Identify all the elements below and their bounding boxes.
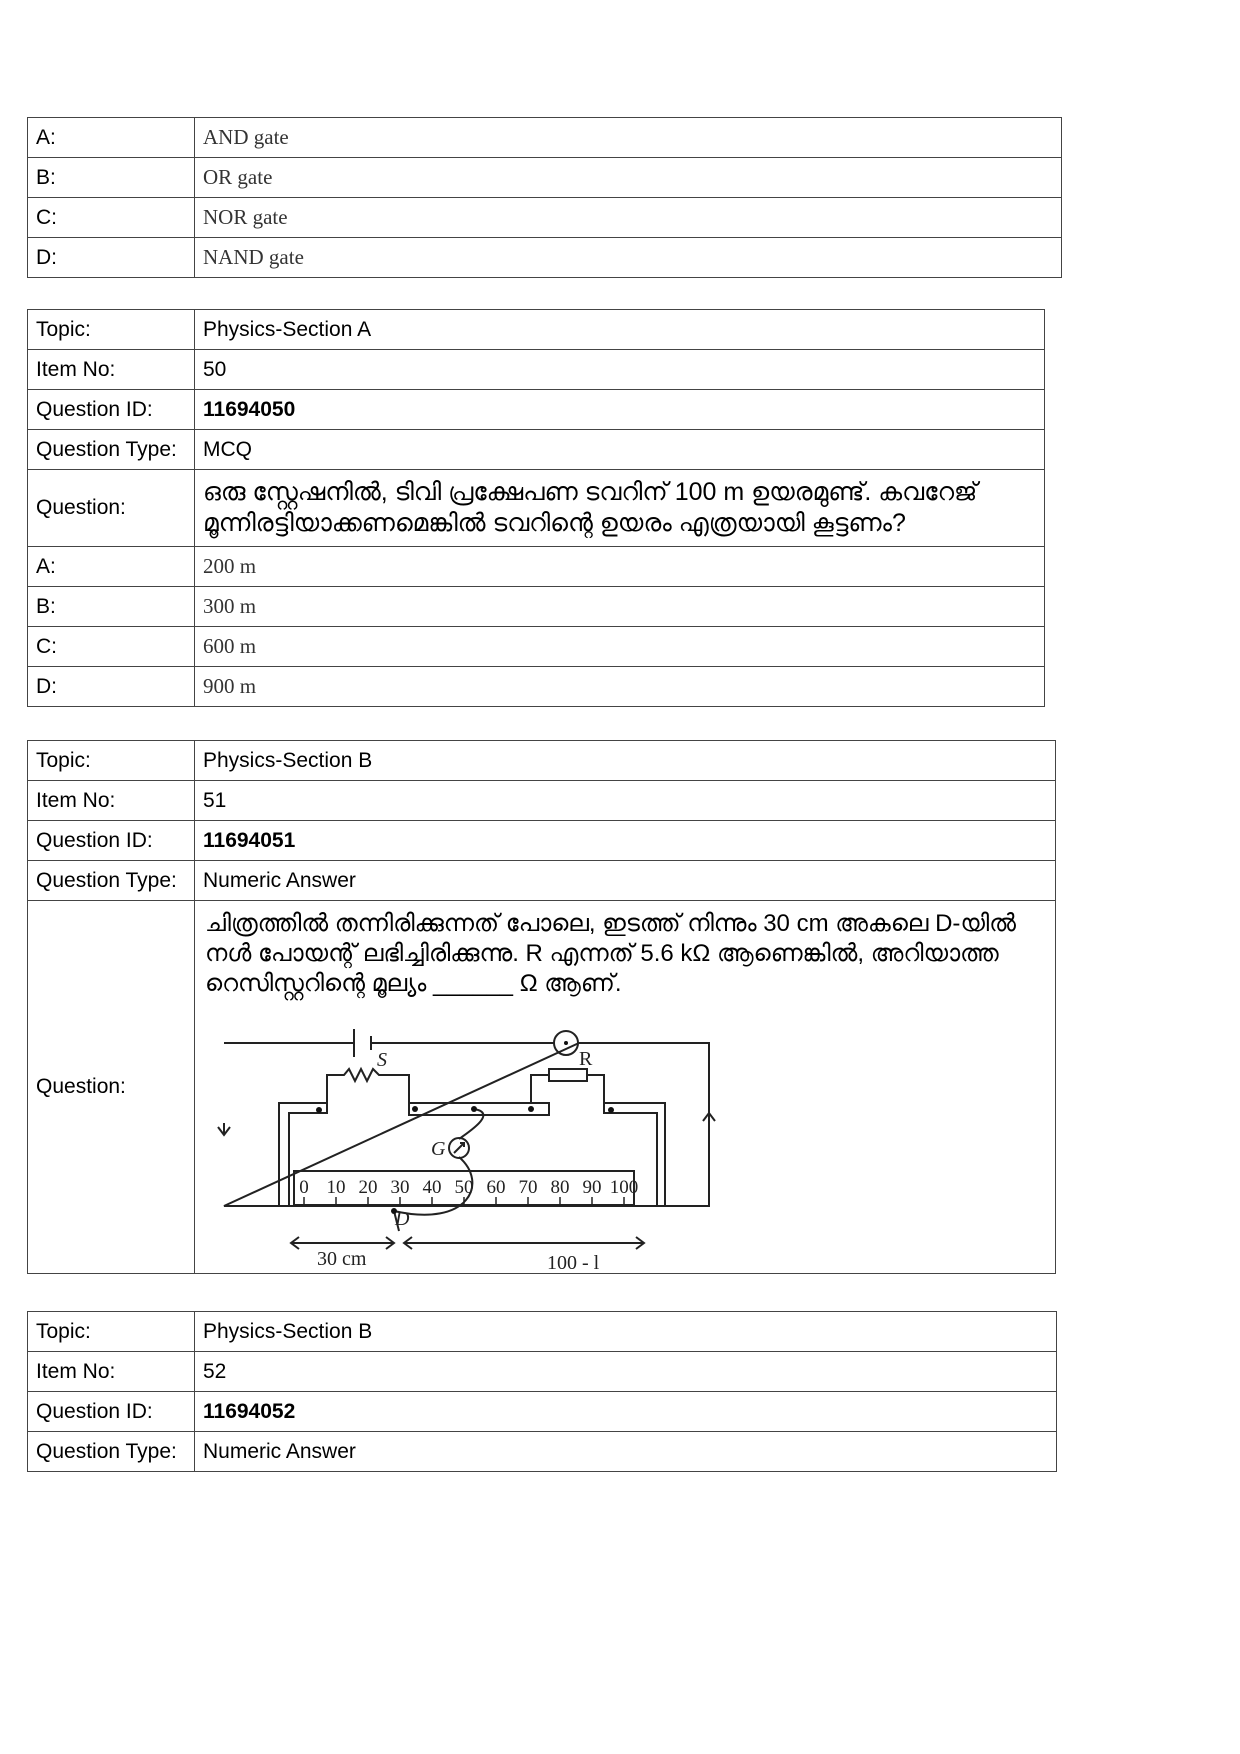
scale-label: 100 bbox=[609, 1177, 639, 1198]
question-content bbox=[195, 901, 1056, 1274]
question-type-label: Question Type: bbox=[28, 430, 195, 470]
option-value: NAND gate bbox=[195, 238, 1062, 278]
question-51-table bbox=[27, 740, 1056, 1274]
question-id-label: Question ID: bbox=[28, 821, 195, 861]
question-id-value: 11694051 bbox=[195, 821, 1056, 861]
option-value: 600 m bbox=[195, 627, 1045, 667]
question-52-table bbox=[27, 1311, 1057, 1472]
option-row-a bbox=[28, 118, 1062, 158]
option-value: AND gate bbox=[195, 118, 1062, 158]
item-row bbox=[28, 781, 1056, 821]
option-row-d bbox=[28, 667, 1045, 707]
item-label: Item No: bbox=[28, 1352, 195, 1392]
scale-label: 60 bbox=[486, 1177, 506, 1198]
arrow-up-icon bbox=[703, 1113, 715, 1123]
arrow-down-icon bbox=[218, 1123, 230, 1135]
question-row bbox=[28, 470, 1045, 547]
option-value: 200 m bbox=[195, 547, 1045, 587]
label-r: R bbox=[579, 1048, 593, 1070]
option-label: D: bbox=[28, 667, 195, 707]
question-50-table bbox=[27, 309, 1045, 707]
topic-row bbox=[28, 741, 1056, 781]
option-label: A: bbox=[28, 118, 195, 158]
question-type-label: Question Type: bbox=[28, 1432, 195, 1472]
scale-label: 70 bbox=[518, 1177, 538, 1198]
scale-label: 30 bbox=[390, 1177, 410, 1198]
question-label: Question: bbox=[28, 901, 195, 1274]
item-row bbox=[28, 1352, 1057, 1392]
scale-label: 90 bbox=[582, 1177, 602, 1198]
item-label: Item No: bbox=[28, 781, 195, 821]
scale-ticks bbox=[304, 1197, 624, 1204]
item-value: 52 bbox=[195, 1352, 1057, 1392]
option-row-c bbox=[28, 198, 1062, 238]
question-row bbox=[28, 901, 1056, 1274]
option-row-b bbox=[28, 158, 1062, 198]
question-type-value: Numeric Answer bbox=[195, 1432, 1057, 1472]
resistor-s bbox=[327, 1069, 409, 1103]
option-row-a bbox=[28, 547, 1045, 587]
terminal-dot bbox=[471, 1106, 477, 1112]
left-dimension-label: 30 cm bbox=[317, 1248, 367, 1270]
option-label: A: bbox=[28, 547, 195, 587]
scale-label: 10 bbox=[326, 1177, 346, 1198]
terminal-dot bbox=[608, 1107, 614, 1113]
meter-bridge-figure bbox=[199, 1003, 719, 1274]
right-dimension-label: 100 - l bbox=[547, 1252, 600, 1274]
item-value: 51 bbox=[195, 781, 1056, 821]
question-id-label: Question ID: bbox=[28, 1392, 195, 1432]
question-type-label: Question Type: bbox=[28, 861, 195, 901]
label-s: S bbox=[377, 1049, 387, 1071]
topic-value: Physics-Section B bbox=[195, 1312, 1057, 1352]
option-row-b bbox=[28, 587, 1045, 627]
question-text: ഒരു സ്റ്റേഷനിൽ, ടിവി പ്രക്ഷേപണ ടവറിന് 100 m ഉയരമുണ്ട്. കവറേജ് മൂന്നിരട്ടിയാക്കണമെങ്കിൽ ടവറിന്റെ ഉയരം എത്രയായി കൂട്ടണം? bbox=[195, 470, 1045, 547]
terminal-dot bbox=[412, 1106, 418, 1112]
topic-label: Topic: bbox=[28, 1312, 195, 1352]
question-label: Question: bbox=[28, 470, 195, 547]
terminal-dot bbox=[528, 1106, 534, 1112]
topic-label: Topic: bbox=[28, 741, 195, 781]
question-id-row bbox=[28, 1392, 1057, 1432]
question-id-value: 11694050 bbox=[195, 390, 1045, 430]
question-type-value: Numeric Answer bbox=[195, 861, 1056, 901]
label-d: D bbox=[395, 1208, 410, 1230]
scale-label: 20 bbox=[358, 1177, 378, 1198]
scale-label: 40 bbox=[422, 1177, 442, 1198]
topic-value: Physics-Section B bbox=[195, 741, 1056, 781]
question-type-row bbox=[28, 861, 1056, 901]
option-label: D: bbox=[28, 238, 195, 278]
item-row bbox=[28, 350, 1045, 390]
right-dimension-arrow bbox=[404, 1237, 644, 1249]
question-type-row bbox=[28, 430, 1045, 470]
scale-labels bbox=[299, 1177, 638, 1198]
topic-row bbox=[28, 310, 1045, 350]
terminal-dot bbox=[316, 1107, 322, 1113]
topic-row bbox=[28, 1312, 1057, 1352]
galvanometer-wire bbox=[394, 1109, 483, 1215]
option-label: C: bbox=[28, 198, 195, 238]
item-label: Item No: bbox=[28, 350, 195, 390]
topic-label: Topic: bbox=[28, 310, 195, 350]
item-value: 50 bbox=[195, 350, 1045, 390]
question-id-row bbox=[28, 821, 1056, 861]
previous-options-table bbox=[27, 117, 1062, 278]
key-dot bbox=[564, 1041, 568, 1045]
option-label: C: bbox=[28, 627, 195, 667]
question-type-value: MCQ bbox=[195, 430, 1045, 470]
scale-label: 80 bbox=[550, 1177, 570, 1198]
question-text: ചിത്രത്തിൽ തന്നിരിക്കുന്നത് പോലെ, ഇടത്ത് നിന്നും 30 cm അകലെ D-യിൽ നൾ പോയന്റ് ലഭിച്ചിരിക്കുന്നു. R എന്നത് 5.6 kΩ ആണെങ്കിൽ, അറിയാത്ത റെസിസ്റ്ററിന്റെ മൂല്യം ______ Ω ആണ്. bbox=[205, 910, 1016, 997]
option-value: 300 m bbox=[195, 587, 1045, 627]
label-g: G bbox=[431, 1138, 446, 1160]
scale-label: 0 bbox=[299, 1177, 309, 1198]
option-label: B: bbox=[28, 158, 195, 198]
option-row-d bbox=[28, 238, 1062, 278]
question-id-label: Question ID: bbox=[28, 390, 195, 430]
option-value: NOR gate bbox=[195, 198, 1062, 238]
question-type-row bbox=[28, 1432, 1057, 1472]
resistor-r-wire bbox=[531, 1075, 604, 1103]
question-id-row bbox=[28, 390, 1045, 430]
option-label: B: bbox=[28, 587, 195, 627]
resistor-r bbox=[549, 1069, 587, 1081]
option-row-c bbox=[28, 627, 1045, 667]
option-value: 900 m bbox=[195, 667, 1045, 707]
topic-value: Physics-Section A bbox=[195, 310, 1045, 350]
question-id-value: 11694052 bbox=[195, 1392, 1057, 1432]
scale-label: 50 bbox=[454, 1177, 474, 1198]
option-value: OR gate bbox=[195, 158, 1062, 198]
